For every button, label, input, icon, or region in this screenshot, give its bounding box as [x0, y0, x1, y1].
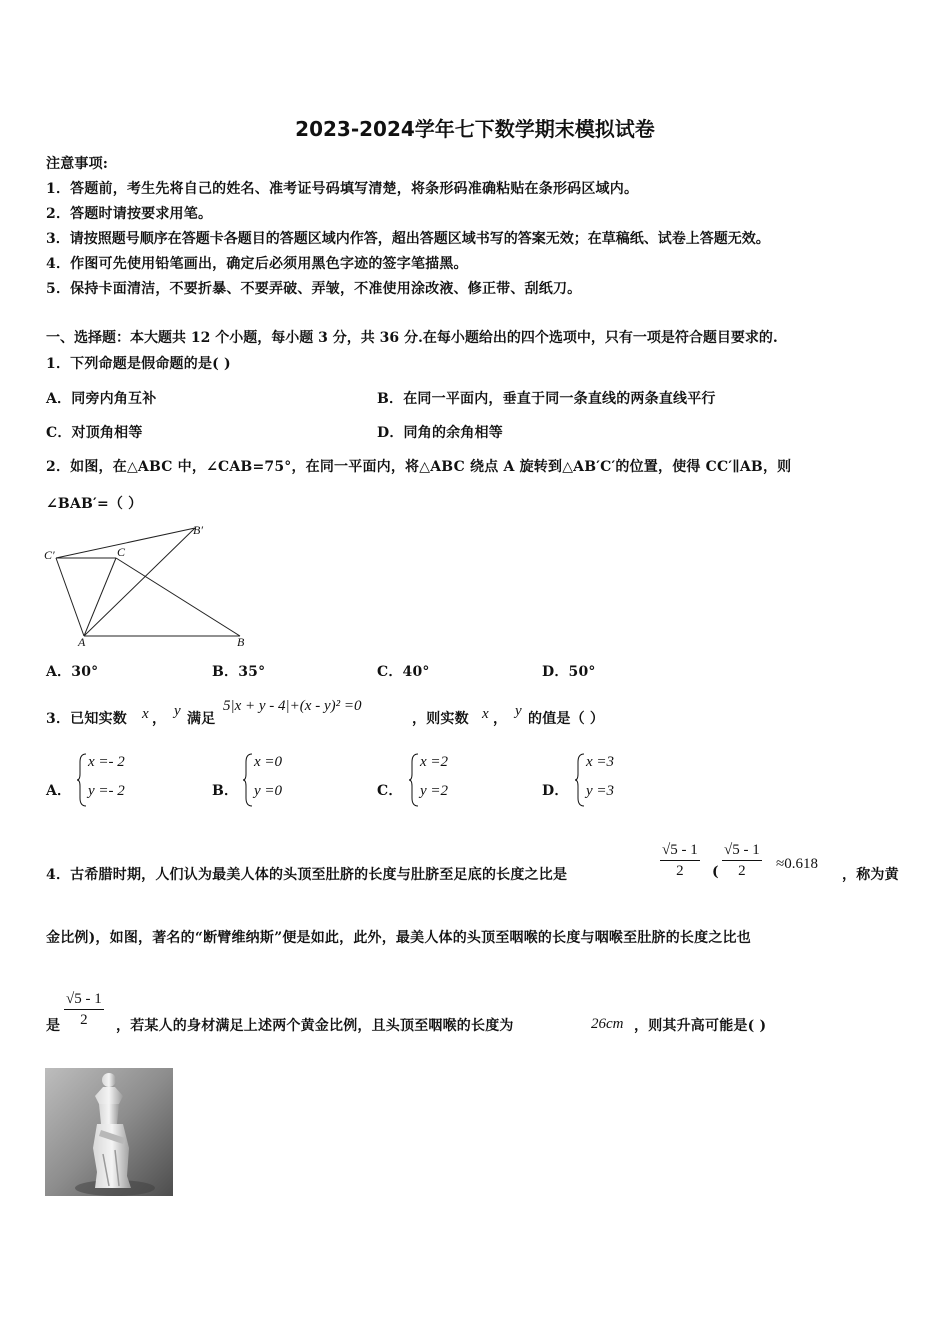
- q1-stem: 1．下列命题是假命题的是( ): [46, 356, 231, 372]
- q3-var-x: x: [142, 706, 149, 722]
- q3-equation: 5|x + y - 4|+(x - y)² =0: [223, 698, 362, 714]
- notice-item-3: 3．请按照题号顺序在答题卡各题目的答题区域内作答，超出答题区域书写的答案无效；在草稿纸、试卷上答题无效。: [46, 231, 770, 247]
- q3-option-a-label: A．: [46, 783, 72, 799]
- label-b-prime: B′: [193, 523, 203, 537]
- line-cprime-a: [56, 558, 84, 636]
- q3-var-x-2: x: [482, 706, 489, 722]
- q3-option-c-line1: x =2: [420, 754, 449, 770]
- q4-fraction-3-numerator: √5 - 1: [64, 991, 104, 1010]
- q3-option-c-brace: [408, 752, 420, 808]
- q3-option-a-brace: [76, 752, 88, 808]
- q2-option-c: C．40°: [377, 664, 430, 680]
- q4-open-paren: (: [712, 864, 719, 880]
- q3-comma-2: ，: [493, 711, 508, 727]
- q1-option-c: C．对顶角相等: [46, 425, 143, 441]
- label-c-prime: C′: [44, 548, 55, 562]
- q3-stem-end: 的值是（ ）: [528, 711, 605, 727]
- q3-comma: ，: [152, 711, 167, 727]
- notice-item-4: 4．作图可先使用铅笔画出，确定后必须用黑色字迹的签字笔描黑。: [46, 256, 468, 272]
- line-a-c: [84, 558, 116, 636]
- venus-statue-image: [45, 1068, 173, 1196]
- q3-option-c-line2: y =2: [420, 783, 449, 799]
- q3-option-b-brace: [242, 752, 254, 808]
- section-heading: 一、选择题：本大题共 12 个小题，每小题 3 分，共 36 分.在每小题给出的四个选项中，只有一项是符合题目要求的.: [46, 330, 778, 346]
- q2-stem-line2: ∠BAB′=（ ）: [46, 496, 143, 512]
- q2-option-b: B．35°: [212, 664, 266, 680]
- q1-option-d: D．同角的余角相等: [377, 425, 503, 441]
- page-title: 2023-2024学年七下数学期末模拟试卷: [295, 117, 655, 141]
- q3-option-b-label: B．: [212, 783, 239, 799]
- label-c: C: [117, 545, 126, 559]
- q3-option-c-label: C．: [377, 783, 403, 799]
- q4-line1-tail: ，称为黄: [842, 867, 899, 883]
- q3-var-y: y: [174, 703, 181, 719]
- q3-option-d-line1: x =3: [586, 754, 615, 770]
- notice-item-2: 2．答题时请按要求用笔。: [46, 206, 213, 222]
- q3-stem-post: ，则实数: [412, 711, 469, 727]
- q4-fraction-2: [722, 842, 762, 880]
- q4-line2: 金比例)，如图，著名的“断臂维纳斯”便是如此，此外，最美人体的头顶至咽喉的长度与咽喉至肚脐的长度之比也: [46, 930, 751, 946]
- q3-stem-mid: 满足: [187, 711, 216, 727]
- q4-fraction-2-denominator: 2: [738, 863, 746, 879]
- q4-fraction-3-denominator: 2: [80, 1012, 88, 1028]
- label-b: B: [237, 635, 245, 649]
- notice-item-5: 5．保持卡面清洁，不要折暴、不要弄破、弄皱，不准使用涂改液、修正带、刮纸刀。: [46, 281, 582, 297]
- q2-geometry-figure: [40, 518, 260, 650]
- line-c-b: [116, 558, 240, 636]
- q2-stem-line1: 2．如图，在△ABC 中，∠CAB=75°，在同一平面内，将△ABC 绕点 A 旋转到△AB′C′的位置，使得 CC′∥AB，则: [46, 459, 792, 475]
- q4-fraction-1-numerator: √5 - 1: [660, 842, 700, 861]
- q4-line1: 4．古希腊时期，人们认为最美人体的头顶至肚脐的长度与肚脐至足底的长度之比是: [46, 867, 568, 883]
- line-cprime-bprime: [56, 528, 195, 558]
- q3-option-b-line1: x =0: [254, 754, 283, 770]
- q4-fraction-3: [64, 991, 104, 1029]
- q3-option-b-line2: y =0: [254, 783, 283, 799]
- q3-var-y-2: y: [515, 703, 522, 719]
- q3-option-d-line2: y =3: [586, 783, 615, 799]
- q3-option-d-brace: [574, 752, 586, 808]
- q3-stem-pre: 3．已知实数: [46, 711, 127, 727]
- q1-option-b: B．在同一平面内，垂直于同一条直线的两条直线平行: [377, 391, 716, 407]
- line-a-bprime: [84, 528, 195, 636]
- q4-line3-end: ，则其升高可能是( ): [634, 1018, 767, 1034]
- q4-length-value: 26cm: [591, 1016, 624, 1032]
- q2-option-d: D．50°: [542, 664, 596, 680]
- q3-option-a-line2: y =- 2: [88, 783, 125, 799]
- q4-fraction-2-numerator: √5 - 1: [722, 842, 762, 861]
- q4-approx-value: ≈0.618: [776, 856, 818, 872]
- q4-fraction-1: [660, 842, 700, 880]
- q3-option-a-line1: x =- 2: [88, 754, 125, 770]
- notice-heading: 注意事项:: [46, 156, 109, 172]
- q3-option-d-label: D．: [542, 783, 569, 799]
- q4-fraction-1-denominator: 2: [676, 863, 684, 879]
- q1-option-a: A．同旁内角互补: [46, 391, 157, 407]
- q4-line3-mid: ，若某人的身材满足上述两个黄金比例，且头顶至咽喉的长度为: [116, 1018, 514, 1034]
- q4-line3-pre: 是: [46, 1018, 61, 1034]
- label-a: A: [78, 635, 86, 649]
- q2-option-a: A．30°: [46, 664, 99, 680]
- notice-item-1: 1．答题前，考生先将自己的姓名、准考证号码填写清楚，将条形码准确粘贴在条形码区域内。: [46, 181, 639, 197]
